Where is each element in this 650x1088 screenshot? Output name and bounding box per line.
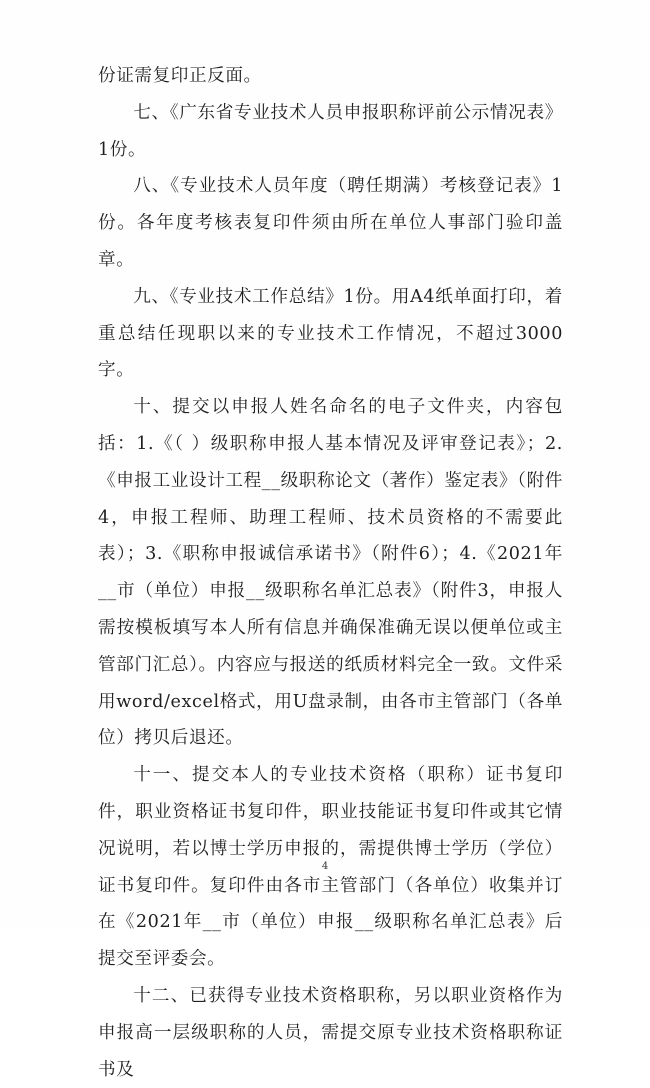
paragraph-item-9: 九、《专业技术工作总结》1份。用A4纸单面打印，着重总结任现职以来的专业技术工作情况，不超过3000字。 xyxy=(98,286,563,381)
page-number: 4 xyxy=(321,861,329,872)
paragraph-item-10: 十、提交以申报人姓名命名的电子文件夹，内容包括：1.《（ ）级职称申报人基本情况及评审登记表》；2.《申报工业设计工程__级职称论文（著作）鉴定表》（附件4，申报工程师、助理工程师、技术员资格的不需要此表）；3.《职称申报诚信承诺书》（附件6）；4.《2021年__市（单位）申报__级职称名单汇总表》（附件3，申报人需按模板填写本人所有信息并确保准确无误以便单位或主管部门汇总）。内容应与报送的纸质材料完全一致。文件采用word/excel格式，用U盘录制，由各市主管部门（各单位）拷贝后退还。 xyxy=(98,397,563,749)
paragraph-continuation: 份证需复印正反面。 xyxy=(98,66,262,86)
paragraph-item-11: 十一、提交本人的专业技术资格（职称）证书复印件，职业资格证书复印件，职业技能证书复印件或其它情况说明，若以博士学历申报的，需提供博士学历（学位）证书复印件。复印件由各市主管部门（各单位）收集并订在《2021年__市（单位）申报__级职称名单汇总表》后提交至评委会。 xyxy=(98,765,563,970)
paragraph-item-12: 十二、已获得专业技术资格职称，另以职业资格作为申报高一层级职称的人员，需提交原专业技术资格职称证书及 xyxy=(98,985,563,1080)
paragraph-item-8: 八、《专业技术人员年度（聘任期满）考核登记表》1份。各年度考核表复印件须由所在单位人事部门验印盖章。 xyxy=(98,176,563,270)
document-body xyxy=(98,58,563,1088)
paragraph-item-7: 七、《广东省专业技术人员申报职称评前公示情况表》1份。 xyxy=(98,102,563,160)
